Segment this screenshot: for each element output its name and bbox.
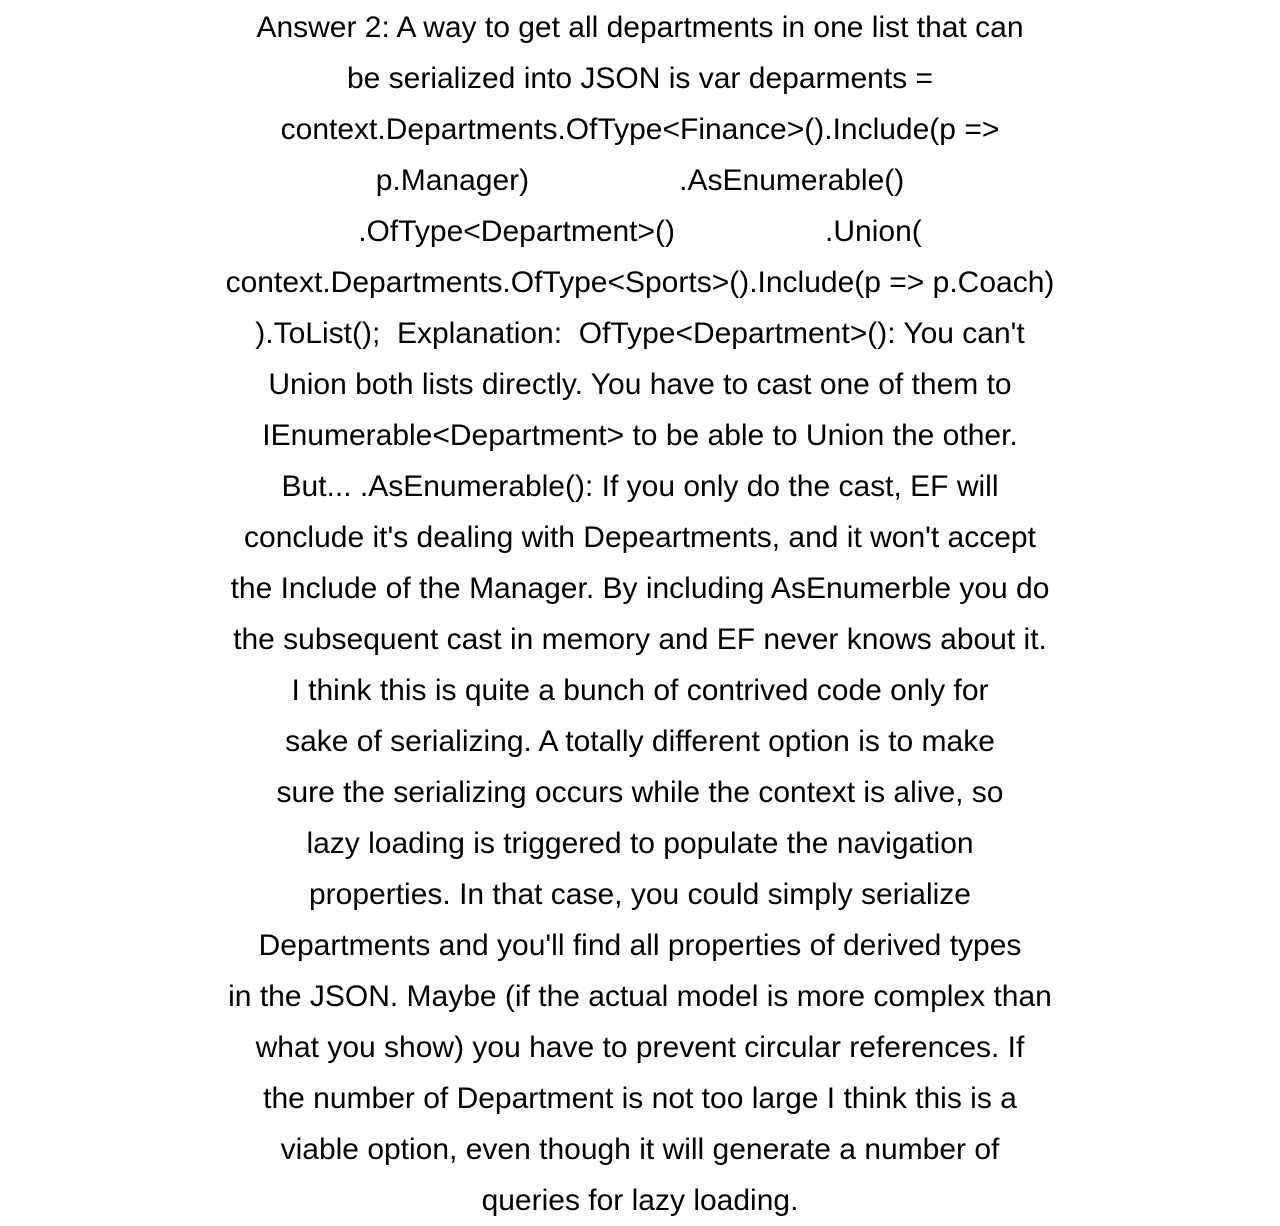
answer-line: But... .AsEnumerable(): If you only do the cast, EF will — [281, 470, 999, 503]
answer-line: conclude it's dealing with Depeartments, and it won't accept — [244, 521, 1036, 554]
answer-line: context.Departments.OfType<Finance>().Include(p => — [280, 113, 1000, 146]
answer-line: the number of Department is not too large I think this is a — [263, 1082, 1017, 1115]
answer-line: be serialized into JSON is var deparments = — [346, 62, 934, 95]
answer-line: lazy loading is triggered to populate the navigation — [306, 827, 974, 860]
answer-line: Answer 2: A way to get all departments in one list that can — [256, 11, 1024, 44]
answer-line: IEnumerable<Department> to be able to Union the other. — [262, 419, 1018, 452]
answer-line: Departments and you'll find all properties of derived types — [258, 929, 1022, 962]
answer-line: the Include of the Manager. By including AsEnumerble you do — [230, 572, 1050, 605]
answer-line: context.Departments.OfType<Sports>().Include(p => p.Coach) — [225, 266, 1055, 299]
answer-line: ).ToList(); Explanation: OfType<Department>(): You can't — [255, 317, 1025, 350]
answer-line: p.Manager) .AsEnumerable() — [375, 164, 905, 197]
answer-line: viable option, even though it will generate a number of — [280, 1133, 1000, 1166]
answer-line: Union both lists directly. You have to cast one of them to — [268, 368, 1012, 401]
answer-line: in the JSON. Maybe (if the actual model is more complex than — [228, 980, 1052, 1013]
answer-line: .OfType<Department>() .Union( — [358, 215, 922, 248]
answer-line: the subsequent cast in memory and EF never knows about it. — [233, 623, 1047, 656]
answer-line: properties. In that case, you could simply serialize — [309, 878, 971, 911]
answer-line: what you show) you have to prevent circular references. If — [255, 1031, 1025, 1064]
answer-line: I think this is quite a bunch of contrived code only for — [291, 674, 989, 707]
answer-line: queries for lazy loading. — [481, 1184, 799, 1217]
answer-line: sake of serializing. A totally different option is to make — [285, 725, 995, 758]
answer-line: sure the serializing occurs while the context is alive, so — [276, 776, 1004, 809]
